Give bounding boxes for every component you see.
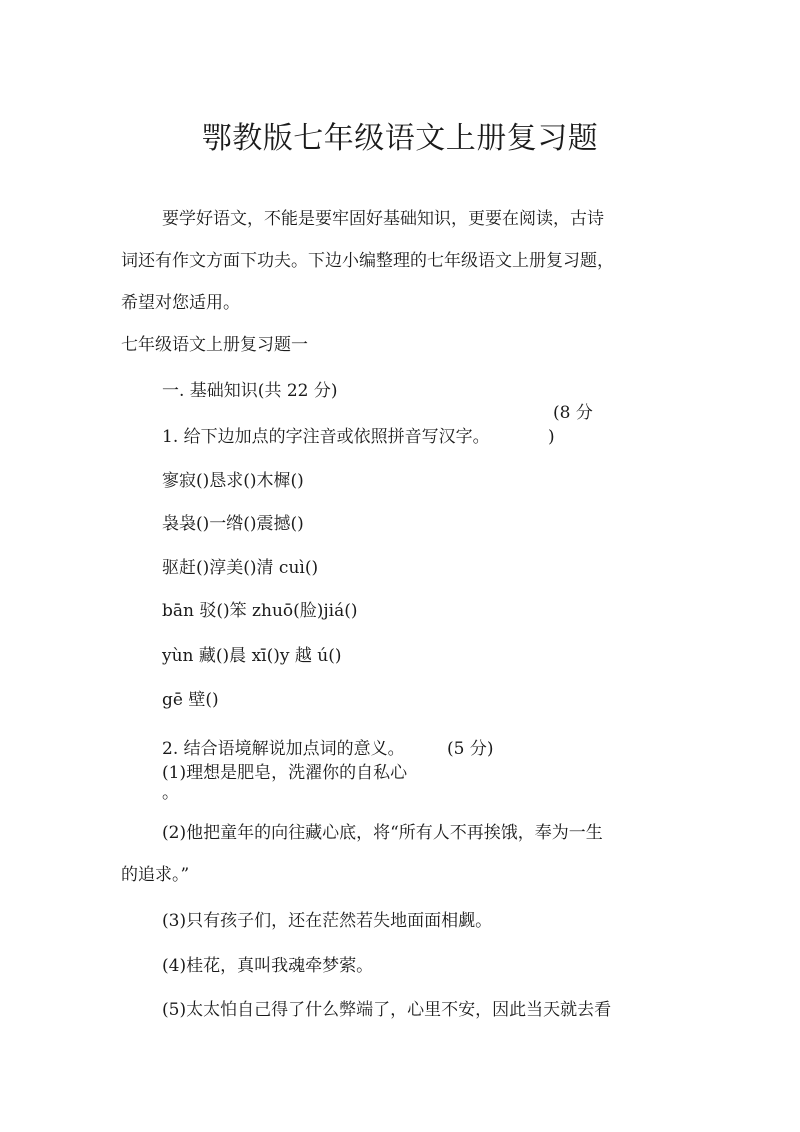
q2-item-3: (3)只有孩子们，还在茫然若失地面面相觑。 xyxy=(162,911,493,931)
intro-line-3: 希望对您适用。 xyxy=(121,293,240,313)
intro-line-2: 词还有作文方面下功夫。下边小编整理的七年级语文上册复习题， xyxy=(121,251,614,271)
q2-score: (5 分) xyxy=(447,739,494,759)
document-title: 鄂教版七年级语文上册复习题 xyxy=(201,121,599,156)
intro-line-1: 要学好语文，不能是要牢固好基础知识，更要在阅读，古诗 xyxy=(162,209,604,229)
q1-item-3: 驱赶()淳美()清 cuì() xyxy=(162,558,319,578)
q1-item-5: yùn 藏()晨 xī()y 越 ú() xyxy=(162,646,342,666)
q1-item-6: gē 壁() xyxy=(162,690,219,710)
q2-text: 2. 结合语境解说加点词的意义。 xyxy=(162,739,405,759)
q1-score-open: (8 分 xyxy=(553,403,593,423)
q1-text: 1. 给下边加点的字注音或依照拼音写汉字。 xyxy=(162,427,490,447)
q1-item-4: bān 驳()笨 zhuō(脸)jiá() xyxy=(162,601,358,621)
q1-item-1: 寥寂()恳求()木樨() xyxy=(162,471,304,491)
q1-score-close: ) xyxy=(548,427,555,447)
part1-heading: 一. 基础知识(共 22 分) xyxy=(162,381,338,401)
q2-item-4: (4)桂花，真叫我魂牵梦萦。 xyxy=(162,956,374,976)
q2-item-5: (5)太太怕自己得了什么弊端了，心里不安，因此当天就去看 xyxy=(162,1000,612,1020)
q2-item-2-cont: 的追求。” xyxy=(121,865,190,885)
section-heading: 七年级语文上册复习题一 xyxy=(121,335,308,355)
q2-item-2: (2)他把童年的向往藏心底，将“所有人不再挨饿，奉为一生 xyxy=(162,823,603,843)
q1-item-2: 袅袅()一绺()震撼() xyxy=(162,514,304,534)
q2-item-1-cont: 。 xyxy=(162,783,179,803)
q2-item-1: (1)理想是肥皂，洗濯你的自私心 xyxy=(162,763,408,783)
